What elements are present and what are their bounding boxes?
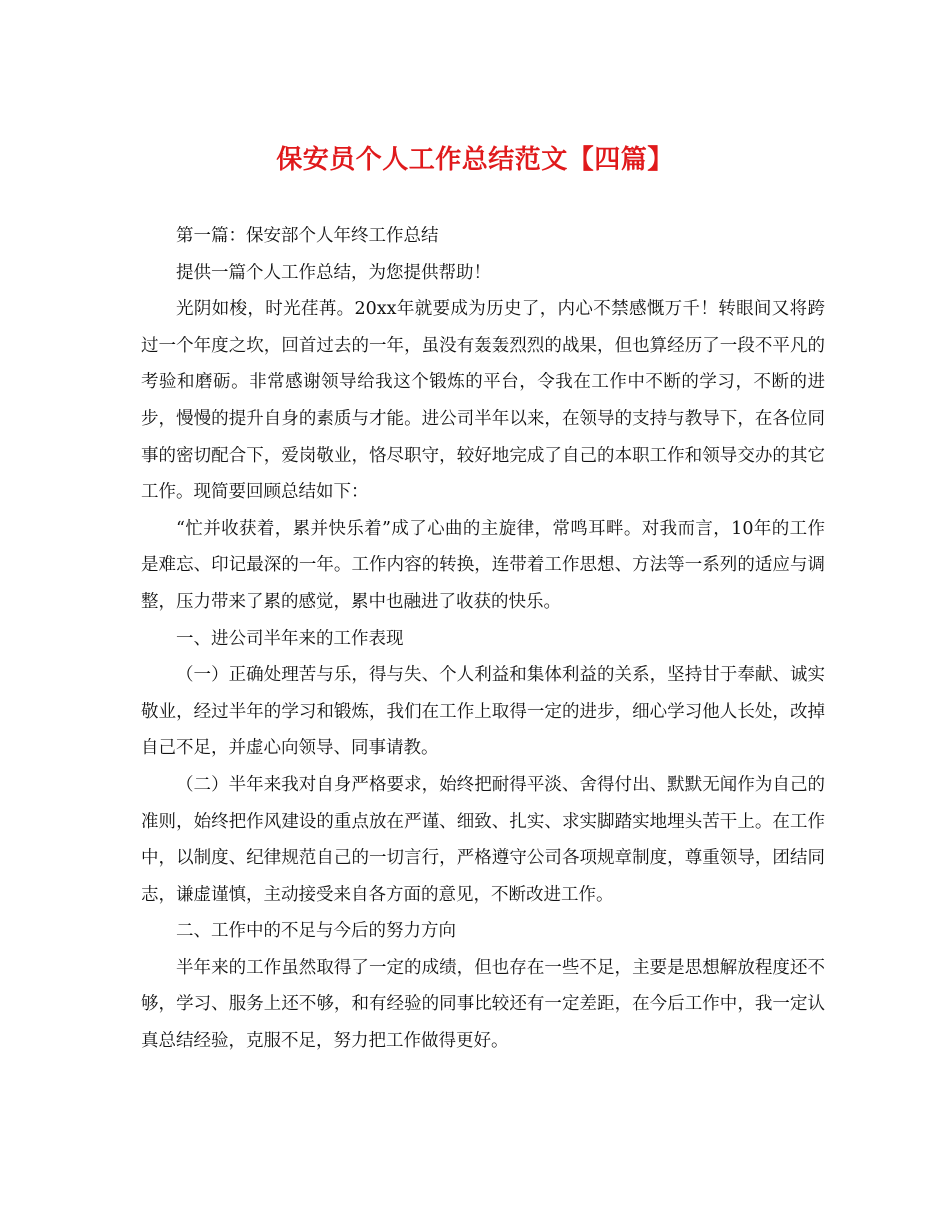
- intro-sentence: 提供一篇个人工作总结，为您提供帮助！: [176, 262, 491, 283]
- document-body: [141, 218, 825, 1060]
- section-heading-performance: 一、进公司半年来的工作表现: [176, 628, 404, 649]
- section-heading-part-one: 第一篇：保安部个人年终工作总结: [176, 226, 439, 246]
- body-paragraph-item-two: （二）半年来我对自身严格要求，始终把耐得平淡、舍得付出、默默无闻作为自己的准则，始终把作风建设的重点放在严谨、细致、扎实、求实脚踏实地埋头苦干上。在工作中，以制度、纪律规范自己的一切言行，严格遵守公司各项规章制度，尊重领导，团结同志，谦虚谨慎，主动接受来自各方面的意见，不断改进工作。: [141, 774, 825, 905]
- body-paragraph-opening: 光阴如梭，时光荏苒。20xx年就要成为历史了，内心不禁感慨万千！转眼间又将跨过一个年度之坎，回首过去的一年，虽没有轰轰烈烈的战果，但也算经历了一段不平凡的考验和磨砺。非常感谢领导给我这个锻炼的平台，令我在工作中不断的学习，不断的进步，慢慢的提升自身的素质与才能。进公司半年以来，在领导的支持与教导下，在各位同事的密切配合下，爱岗敬业，恪尽职守，较好地完成了自己的本职工作和领导交办的其它工作。现简要回顾总结如下：: [141, 299, 825, 503]
- body-paragraph-item-one: （一）正确处理苦与乐，得与失、个人利益和集体利益的关系，坚持甘于奉献、诚实敬业，经过半年的学习和锻炼，我们在工作上取得一定的进步，细心学习他人长处，改掉自己不足，并虚心向领导、同事请教。: [141, 665, 825, 759]
- section-heading-shortcomings: 二、工作中的不足与今后的努力方向: [176, 921, 456, 942]
- body-paragraph-shortcomings: 半年来的工作虽然取得了一定的成绩，但也存在一些不足，主要是思想解放程度还不够，学习、服务上还不够，和有经验的同事比较还有一定差距，在今后工作中，我一定认真总结经验，克服不足，努力把工作做得更好。: [141, 957, 825, 1052]
- document-title: 保安员个人工作总结范文【四篇】: [276, 145, 674, 175]
- body-paragraph-motto: “忙并收获着，累并快乐着”成了心曲的主旋律，常鸣耳畔。对我而言，10年的工作是难忘、印记最深的一年。工作内容的转换，连带着工作思想、方法等一系列的适应与调整，压力带来了累的感觉，累中也融进了收获的快乐。: [141, 518, 825, 612]
